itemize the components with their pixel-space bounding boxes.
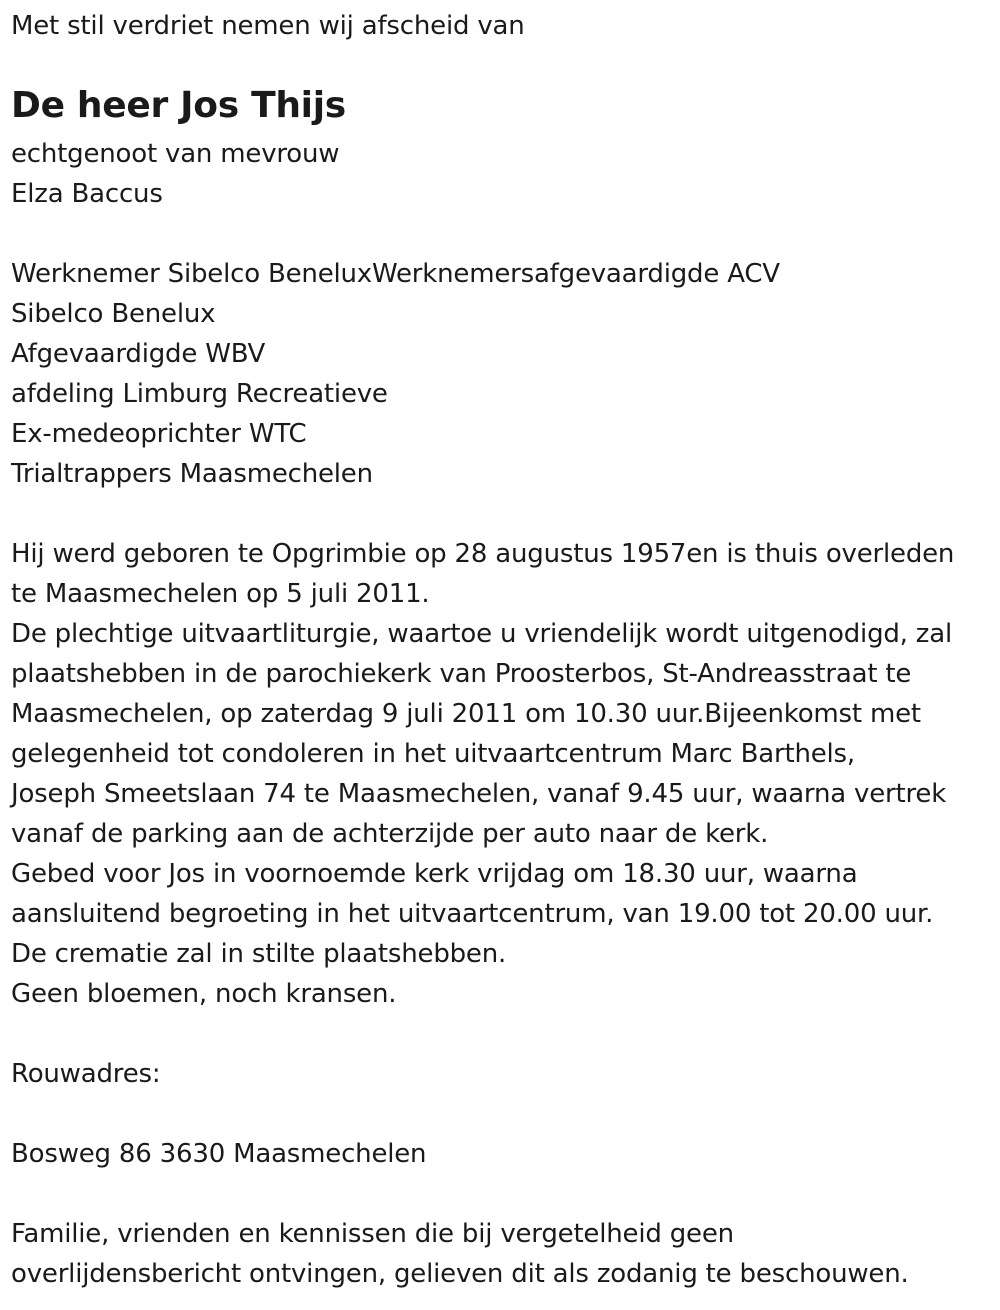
- detail-line: Gebed voor Jos in voornoemde kerk vrijdag om 18.30 uur, waarna: [11, 859, 858, 889]
- role-line: Trialtrappers Maasmechelen: [11, 459, 373, 489]
- role-line: Sibelco Benelux: [11, 299, 216, 329]
- detail-line: Maasmechelen, op zaterdag 9 juli 2011 om 10.30 uur.Bijeenkomst met: [11, 699, 921, 729]
- deceased-name: De heer Jos Thijs: [11, 85, 346, 126]
- detail-line: Hij werd geboren te Opgrimbie op 28 augustus 1957en is thuis overleden: [11, 539, 955, 569]
- address-block: [11, 1134, 426, 1174]
- detail-line: De plechtige uitvaartliturgie, waartoe u vriendelijk wordt uitgenodigd, zal: [11, 619, 953, 649]
- spouse-line: Elza Baccus: [11, 179, 163, 209]
- family-note-line: overlijdensbericht ontvingen, gelieven dit als zodanig te beschouwen.: [11, 1259, 909, 1289]
- role-line: Ex-medeoprichter WTC: [11, 419, 307, 449]
- family-note-block: [11, 1214, 909, 1294]
- detail-line: plaatshebben in de parochiekerk van Proosterbos, St-Andreasstraat te: [11, 659, 912, 689]
- detail-line: aansluitend begroeting in het uitvaartcentrum, van 19.00 tot 20.00 uur.: [11, 899, 934, 929]
- role-line: Werknemer Sibelco BeneluxWerknemersafgevaardigde ACV: [11, 259, 780, 289]
- address-label: Rouwadres:: [11, 1059, 161, 1089]
- spouse-block: [11, 134, 339, 214]
- detail-line: De crematie zal in stilte plaatshebben.: [11, 939, 507, 969]
- mourning-address: Bosweg 86 3630 Maasmechelen: [11, 1139, 427, 1169]
- details-paragraph: [11, 534, 954, 1014]
- address-label-block: [11, 1054, 160, 1094]
- detail-line: Joseph Smeetslaan 74 te Maasmechelen, vanaf 9.45 uur, waarna vertrek: [11, 779, 947, 809]
- spouse-line: echtgenoot van mevrouw: [11, 139, 340, 169]
- role-line: Afgevaardigde WBV: [11, 339, 266, 369]
- detail-line: gelegenheid tot condoleren in het uitvaartcentrum Marc Barthels,: [11, 739, 855, 769]
- detail-line: Geen bloemen, noch kransen.: [11, 979, 397, 1009]
- detail-line: vanaf de parking aan de achterzijde per auto naar de kerk.: [11, 819, 769, 849]
- intro-text: Met stil verdriet nemen wij afscheid van: [11, 11, 525, 41]
- roles-block: [11, 254, 780, 494]
- role-line: afdeling Limburg Recreatieve: [11, 379, 388, 409]
- detail-line: te Maasmechelen op 5 juli 2011.: [11, 579, 430, 609]
- family-note-line: Familie, vrienden en kennissen die bij vergetelheid geen: [11, 1219, 734, 1249]
